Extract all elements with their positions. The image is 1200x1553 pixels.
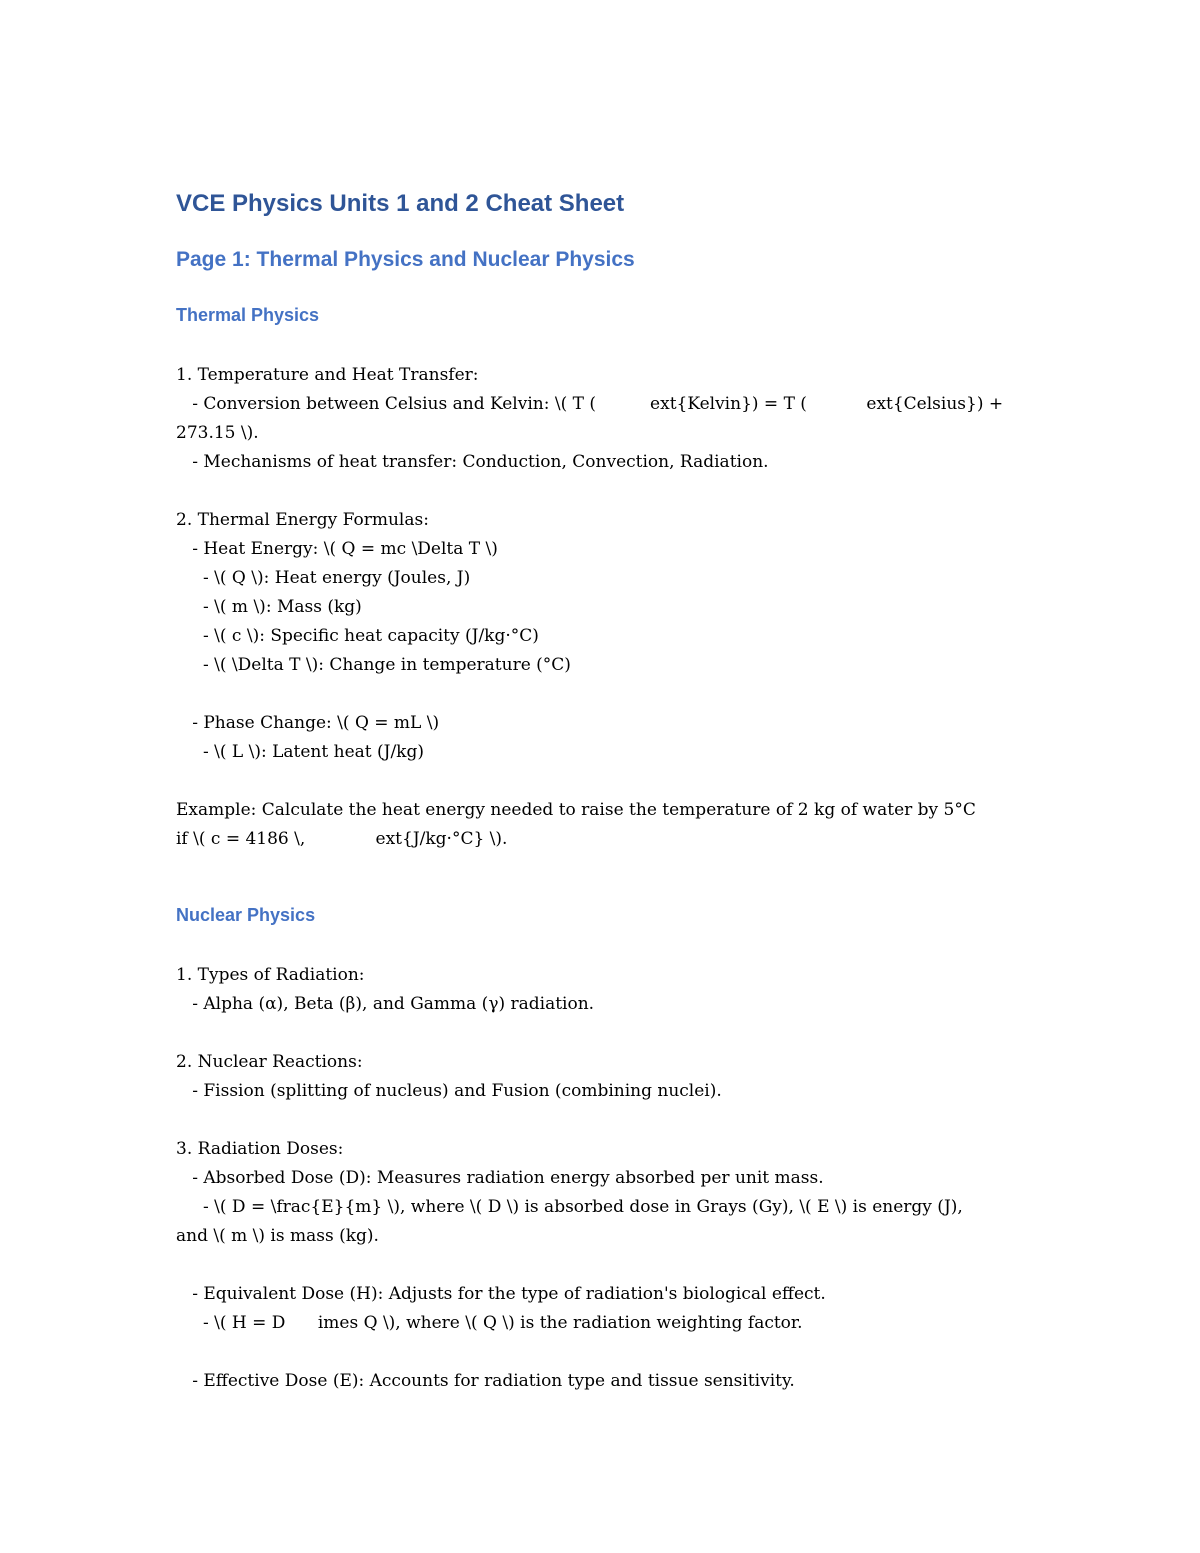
- thermal-line: - Phase Change: \( Q = mL \): [176, 713, 440, 733]
- nuclear-line: 3. Radiation Doses:: [176, 1139, 344, 1159]
- thermal-line: - \( L \): Latent heat (J/kg): [176, 742, 424, 762]
- thermal-line: - \( \Delta T \): Change in temperature (°C): [176, 655, 571, 675]
- nuclear-line: - Equivalent Dose (H): Adjusts for the type of radiation's biological effect.: [176, 1284, 826, 1304]
- nuclear-physics-heading: Nuclear Physics: [176, 905, 316, 925]
- example-line: Example: Calculate the heat energy needed to raise the temperature of 2 kg of water by 5°C: [176, 800, 976, 820]
- nuclear-line: and \( m \) is mass (kg).: [176, 1226, 379, 1246]
- nuclear-line: - Fission (splitting of nucleus) and Fusion (combining nuclei).: [176, 1081, 722, 1101]
- thermal-line: 2. Thermal Energy Formulas:: [176, 510, 429, 530]
- thermal-line: - \( Q \): Heat energy (Joules, J): [176, 568, 471, 588]
- page-heading: Page 1: Thermal Physics and Nuclear Physics: [176, 248, 635, 271]
- thermal-line: - Conversion between Celsius and Kelvin: \( T ( ext{Kelvin}) = T ( ext{Celsius}) +: [176, 394, 1004, 414]
- nuclear-line: 1. Types of Radiation:: [176, 965, 365, 985]
- thermal-line: - Heat Energy: \( Q = mc \Delta T \): [176, 539, 498, 559]
- nuclear-line: - Absorbed Dose (D): Measures radiation energy absorbed per unit mass.: [176, 1168, 824, 1188]
- thermal-line: - \( c \): Specific heat capacity (J/kg·°C): [176, 626, 539, 646]
- example-line: if \( c = 4186 \, ext{J/kg·°C} \).: [176, 829, 508, 849]
- nuclear-line: - Alpha (α), Beta (β), and Gamma (γ) radiation.: [176, 994, 595, 1014]
- nuclear-line: - \( H = D imes Q \), where \( Q \) is the radiation weighting factor.: [176, 1313, 803, 1333]
- thermal-physics-heading: Thermal Physics: [176, 305, 320, 325]
- thermal-line: - Mechanisms of heat transfer: Conduction, Convection, Radiation.: [176, 452, 769, 472]
- thermal-line: 1. Temperature and Heat Transfer:: [176, 365, 479, 385]
- nuclear-line: - Effective Dose (E): Accounts for radiation type and tissue sensitivity.: [176, 1371, 795, 1391]
- document-title: VCE Physics Units 1 and 2 Cheat Sheet: [176, 190, 625, 217]
- thermal-line: - \( m \): Mass (kg): [176, 597, 362, 617]
- nuclear-line: - \( D = \frac{E}{m} \), where \( D \) is absorbed dose in Grays (Gy), \( E \) is energy (J),: [176, 1197, 963, 1217]
- thermal-line: 273.15 \).: [176, 423, 259, 443]
- nuclear-line: 2. Nuclear Reactions:: [176, 1052, 363, 1072]
